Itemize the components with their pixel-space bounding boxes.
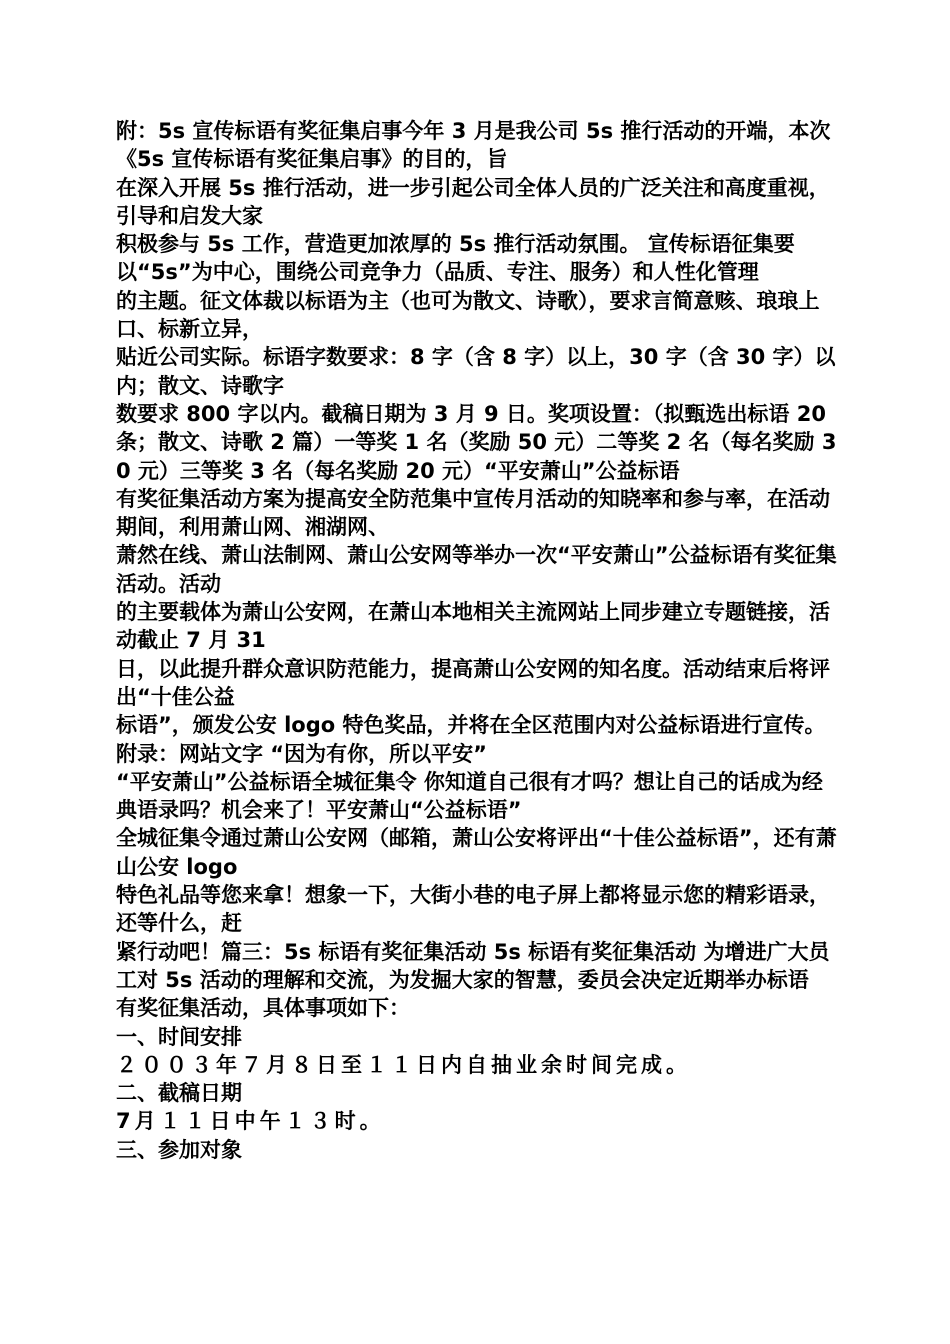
paragraph-4: 的主题。征文体裁以标语为主（也可为散文、诗歌），要求言简意赅、琅琅上口、标新立异， [116,288,820,342]
paragraph-13: 全城征集令通过萧山公安网（邮箱，萧山公安将评出“十佳公益标语”，还有萧山公安 logo [116,826,837,879]
paragraph-15: 紧行动吧！篇三：5s 标语有奖征集活动 5s 标语有奖征集活动 为增进广大员工对 5s 活动的理解和交流，为发掘大家的智慧，委员会决定近期举办标语 [116,939,830,992]
paragraph-14: 特色礼品等您来拿！想象一下，大街小巷的电子屏上都将显示您的精彩语录，还等什么，赶 [116,883,830,936]
paragraph-11: 标语”，颁发公安 logo 特色奖品，并将在全区范围内对公益标语进行宣传。 附录：网站文字 “因为有你，所以平安” [116,713,826,766]
paragraph-deadline-detail: 7月１１日中午１３时。 [116,1109,385,1134]
paragraph-12: “平安萧山”公益标语全城征集令 你知道自己很有才吗？想让自己的话成为经典语录吗？机会来了！平安萧山“公益标语” [116,769,823,823]
paragraph-3: 积极参与 5s 工作，营造更加浓厚的 5s 推行活动氛围。 宣传标语征集要以“5s”为中心，围绕公司竞争力（品质、专注、服务）和人性化管理 [116,232,795,285]
section-heading-participants: 三、参加对象 [116,1137,242,1162]
paragraph-16: 有奖征集活动，具体事项如下： [116,996,410,1021]
section-heading-deadline: 二、截稿日期 [116,1081,242,1106]
section-heading-time: 一、时间安排 [116,1024,242,1049]
paragraph-2: 在深入开展 5s 推行活动，进一步引起公司全体人员的广泛关注和高度重视，引导和启发大家 [116,175,830,228]
paragraph-7: 有奖征集活动方案为提高安全防范集中宣传月活动的知晓率和参与率，在活动期间，利用萧山网、湘湖网、 [116,486,830,540]
paragraph-10: 日，以此提升群众意识防范能力，提高萧山公安网的知名度。活动结束后将评出“十佳公益 [116,656,830,709]
paragraph-6: 数要求 800 字以内。截稿日期为 3 月 9 日。奖项设置：（拟甄选出标语 20 条；散文、诗歌 2 篇）一等奖 1 名（奖励 50 元）二等奖 2 名（每名奖励 30 元）三等奖 3 名（每名奖励 20 元）“平安萧山”公益标语 [116,401,837,483]
document-body [116,117,840,1164]
paragraph-9: 的主要载体为萧山公安网，在萧山本地相关主流网站上同步建立专题链接，活动截止 7 月 31 [116,600,830,653]
paragraph-8: 萧然在线、萧山法制网、萧山公安网等举办一次“平安萧山”公益标语有奖征集活动。活动 [116,543,837,596]
paragraph-time-detail: ２００３年７月８日至１１日内自抽业余时间完成。 [116,1052,691,1077]
paragraph-5: 贴近公司实际。标语字数要求：8 字（含 8 字）以上，30 字（含 30 字）以内；散文、诗歌字 [116,345,836,398]
paragraph-1: 附：5s 宣传标语有奖征集启事今年 3 月是我公司 5s 推行活动的开端，本次《5s 宣传标语有奖征集启事》的目的，旨 [116,119,831,172]
